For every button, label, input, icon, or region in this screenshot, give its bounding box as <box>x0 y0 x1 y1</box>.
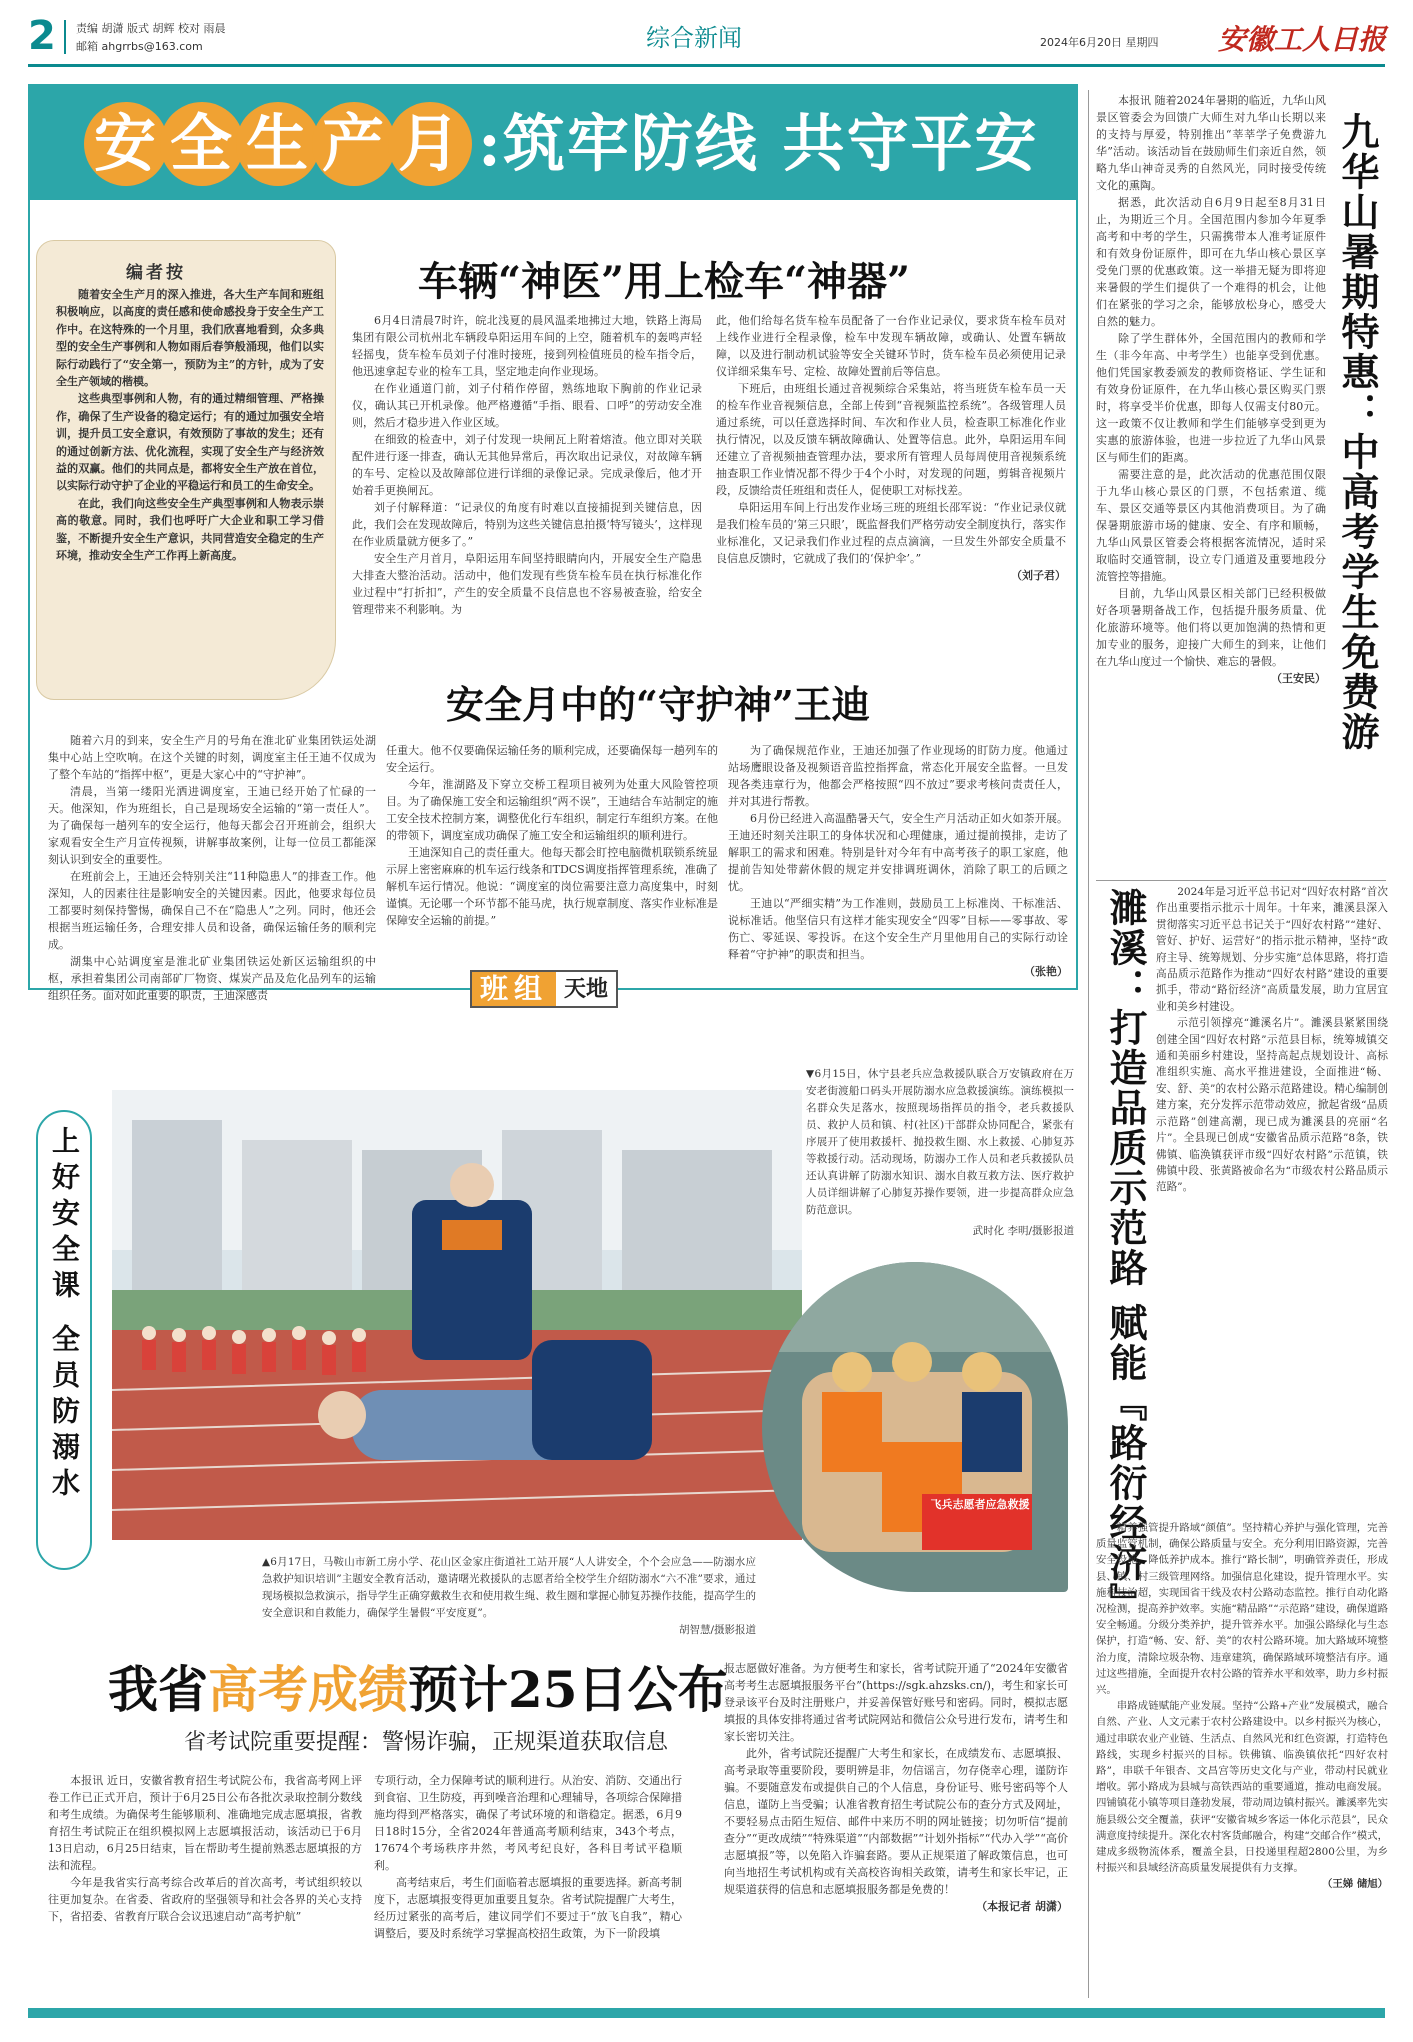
article2-c2p2: 今年，淮湖路及下穿立交桥工程项目被列为处重大风险管控项目。为了确保施工安全和运输组织“两不误”，王迪结合车站制定的施工安全技术控制方案，调整优化行车组织，制定行车组织方案。在他的带领下，调度室成功确保了施工安全和运输组织的顺利进行。 <box>386 778 718 842</box>
article2-c1p2: 清晨，当第一缕阳光洒进调度室，王迪已经开始了忙碌的一天。他深知，作为班组长，自己是现场安全运输的“第一责任人”。为了确保每一趟列车的安全运行，他每天都会召开班前会，组织大家观看安全生产月宣传视频，讲解事故案例，让每一位员工都能深刻认识到安全的重要性。 <box>48 785 376 866</box>
article1-c1p4: 刘子付解释道：“记录仪的角度有时难以直接捕捉到关键信息，因此，我们会在发现故障后，特别为这些关键信息拍摄‘特写镜头’，这样现在作业质量就方便多了。” <box>352 501 702 548</box>
article3-title <box>108 1650 728 1722</box>
article3-c1p2: 今年是我省实行高考综合改革后的首次高考，考试组织较以往更加复杂。在省委、省政府的坚强领导和社会各界的关心支持下，省招委、省教育厅联合会议迅速启动“高考护航” <box>48 1876 362 1923</box>
article1-col1 <box>352 312 702 618</box>
article2-c1p1: 随着六月的到来，安全生产月的号角在淮北矿业集团铁运处湖集中心站上空吹响。在这个关键的时刻，调度室主任王迪不仅成为了整个车站的“指挥中枢”，更是大家心中的“守护神”。 <box>48 734 376 781</box>
right-column-divider <box>1088 90 1089 1998</box>
article3-c1p1: 本报讯 近日，安徽省教育招生考试院公布，我省高考网上评卷工作已正式开启，预计于6月25日公布各批次录取控制分数线和考生成绩。为确保考生能够顺利、准确地完成志愿填报，省教育招生考试院正在组织模拟网上志愿填报活动，该活动已于6月13日启动，6月25日结束，旨在帮助考生提前熟悉志愿填报的方法和流程。 <box>48 1774 362 1872</box>
page-number: 2 <box>28 13 56 59</box>
article1-byline: （刘子君） <box>1011 569 1066 582</box>
article5-p1: 2024年是习近平总书记对“四好农村路”首次作出重要指示批示十周年。十年来，濉溪县深入贯彻落实习近平总书记关于“四好农村路”“建好、管好、护好、运营好”的指示批示精神，坚持“政府主导、统筹规划、分步实施”总体思路，将打造高品质示范路作为推动“四好农村路”建设的重要抓手，带动“路衍经济”高质量发展，助力宜居宜业和美乡村建设。 <box>1156 886 1388 1013</box>
photo-caption-1-text: ▼6月15日，休宁县老兵应急救援队联合万安镇政府在万安老街渡船口码头开展防溺水应急救援演练。演练模拟一名群众失足落水，按照现场指挥员的指令，老兵救援队员、救护人员和镇、村(社区)干部群众协同配合，紧张有序展开了使用救援杆、抛投救生圈、水上救援、心肺复苏等救援行动。活动现场，防溺办工作人员和老兵救援队员还认真讲解了防溺水知识、溺水自救互救方法、医疗救护人员详细讲解了心肺复苏操作要领，进一步提高群众应急防范意识。 <box>806 1068 1074 1216</box>
school-training-photo <box>112 1090 802 1540</box>
article1-c1p1: 6月4日清晨7时许，皖北浅夏的晨风温柔地拂过大地，铁路上海局集团有限公司杭州北车辆段阜阳运用车间的上空，随着机车的轰鸣声轻轻摇曳，货车检车员刘子付准时接班，接到列检值班员的检车指令后，他迅速拿起专业的检车工具，坚定地走向作业现场。 <box>352 314 702 378</box>
article3-title-pre: 我省 <box>108 1660 208 1719</box>
river-rescue-photo <box>762 1262 1068 1592</box>
article2-c2p3: 王迪深知自己的责任重大。他每天都会盯控电脑微机联锁系统显示屏上密密麻麻的机车运行线条和TDCS调度指挥管理系统，准确了解机车运行情况。他说：“调度室的岗位需要注意力高度集中，时刻谨慎。无论哪一个环节都不能马虎，执行规章制度、落实作业标准是保障安全运输的前提。” <box>386 846 718 927</box>
banzu-label <box>470 970 618 1008</box>
article2-c1p3: 在班前会上，王迪还会特别关注“11种隐患人”的排查工作。他深知，人的因素往往是影响安全的关键因素。因此，他要求每位员工都要时刻保持警惕，确保自己不在“隐患人”之列。同时，他还会根据当班运输任务，合理安排人员和设备，确保运输任务的顺利完成。 <box>48 870 376 951</box>
article3-title-highlight: 高考成绩 <box>208 1660 408 1719</box>
editor-note-p2: 这些典型事例和人物，有的通过精细管理、严格操作，确保了生产设备的稳定运行；有的通过加强安全培训，提升员工安全意识，有效预防了事故的发生；还有的通过创新方法、优化流程，实现了安全生产与经济效益的双赢。他们的共同点是，都将安全生产放在首位，以实际行动守护了企业的平稳运行和员工的生命安全。 <box>56 392 324 493</box>
footer-bar <box>28 2008 1385 2018</box>
editors-line: 责编 胡潇 版式 胡辉 校对 雨晨 <box>76 22 226 35</box>
river-rescue-illustration <box>762 1262 1068 1592</box>
editor-note-p3: 在此，我们向这些安全生产典型事例和人物表示崇高的敬意。同时，我们也呼吁广大企业和职工学习借鉴，不断提升安全生产意识，共同营造安全稳定的生产环境，推动安全生产工作再上新高度。 <box>56 496 324 563</box>
article4-text <box>1096 92 1326 687</box>
article2-col2 <box>386 742 718 929</box>
photo-caption-1-credit: 武时化 李明/摄影报道 <box>972 1225 1074 1237</box>
banner-title <box>84 94 1038 186</box>
email-line: 邮箱 ahgrrbs@163.com <box>76 40 203 53</box>
article3-c3p2: 此外，省考试院还提醒广大考生和家长，在成绩发布、志愿填报、高考录取等重要阶段，要明辨是非，勿信谣言，勿存侥幸心理，谨防诈骗。不要随意发布或提供自己的个人信息，身份证号、账号密码等个人信息，谨防上当受骗；认准省教育招生考试院公布的查分方式及网址，不要轻易点击陌生短信、邮件中来历不明的网址链接；切勿听信“提前查分”“更改成绩”“特殊渠道”“内部数据”“计划外指标”“代办入学”“高价志愿填报”等，以免陷入诈骗套路。要从正规渠道了解政策信息，也可向当地招生考试机构或有关高校咨询相关政策，请考生和家长牢记，正规渠道获得的信息和志愿填报服务都是免费的！ <box>724 1747 1068 1896</box>
article1-c1p3: 在细致的检查中，刘子付发现一块闸瓦上附着熔渣。他立即对关联配件进行逐一排查，确认无其他异常后，再次取出记录仪，对故障车辆的车号、定检以及故障部位进行详细的录像记录。完成录像后，他才开始着手更换闸瓦。 <box>352 433 702 497</box>
article4-p1: 本报讯 随着2024年暑期的临近，九华山风景区管委会为回馈广大师生对九华山长期以来的支持与厚爱，特别推出“莘莘学子免费游九华”活动。该活动旨在鼓励师生们亲近自然，领略九华山神奇灵秀的自然风光，同时接受传统文化的熏陶。 <box>1096 94 1326 192</box>
article5-text-top <box>1156 884 1388 1196</box>
editor-note-p1: 随着安全生产月的深入推进，各大生产车间和班组积极响应，以高度的责任感和使命感投身于安全生产工作中。在这特殊的一个月里，我们欣喜地看到，众多典型的安全生产事例和人物如雨后春笋般涌现，他们以实际行动践行了“安全第一，预防为主”的方针，成为了安全生产领域的楷模。 <box>56 288 324 389</box>
article2-c3p1: 为了确保规范作业，王迪还加强了作业现场的盯防力度。他通过站场鹰眼设备及视频语音监控指挥盒，常态化开展安全监督。一旦发现各类违章行为，他都会严格按照“四不放过”要求考核问责责任人，并对其进行帮教。 <box>728 744 1068 808</box>
article2-col3 <box>728 742 1068 980</box>
article5-byline: （王娣 储旭） <box>1322 1878 1388 1891</box>
section-title: 综合新闻 <box>646 24 742 52</box>
banzu-label-main: 班组 <box>472 972 556 1006</box>
article4-byline: （王安民） <box>1271 672 1326 685</box>
article5-text-bottom <box>1096 1520 1388 1893</box>
banzu-label-sub: 天地 <box>564 976 609 1002</box>
article5-p4: 串路成链赋能产业发展。坚持“公路+产业”发展模式，融合自然、产业、人文元素于农村公路建设中。以乡村振兴为核心，通过串联农业产业链、生活点、自然风光和红色资源，打造特色路线，实现乡村振兴的目标。铁佛镇、临涣镇依托“四好农村路”，串联千年银杏、文昌宫等历史文化与产业，带动村民就业增收。郭小路成为县城与高铁西站的重要通道，推动电商发展。四铺镇花小镇等项目蓬勃发展，带动周边镇村振兴。濉溪率先实施县级公交全覆盖，获评“安徽省城乡客运一体化示范县”，民众满意度持续提升。深化农村客货邮融合，构建“交邮合作”模式，建成多级物流体系，覆盖全县，日投递里程超2800公里，为乡村振兴和县域经济高质量发展提供有力支撑。 <box>1096 1700 1388 1875</box>
school-training-illustration <box>112 1090 802 1540</box>
article1-c2p2: 下班后，由班组长通过音视频综合采集站，将当班货车检车员一天的检车作业音视频信息，全部上传到“音视频监控系统”。各级管理人员通过系统，可以任意选择时间、车次和作业人员，检查职工标准化作业执行情况，以及反馈车辆故障确认、处置等信息。此外，阜阳运用车间还建立了音视频抽查管理办法，要求所有管理人员每周使用音视频系统抽查职工作业情况都不得少于4个小时，对发现的问题，剪辑音视频片段，反馈给责任班组和责任人，促使职工对标找差。 <box>716 382 1066 497</box>
article4-p4: 需要注意的是，此次活动的优惠范围仅限于九华山核心景区的门票，不包括索道、缆车、景区交通等景区内其他消费项目。为了确保暑期旅游市场的健康、安全、有序和顺畅，九华山风景区管委会将根据客流情况，适时采取临时交通管制，设立专门通道及重要地段分流管控等措施。 <box>1096 468 1326 583</box>
photo-caption-2-credit: 胡智慧/摄影报道 <box>678 1624 756 1636</box>
banner-rest: :筑牢防线 共守平安 <box>478 107 1039 180</box>
editor-note-text <box>56 286 324 565</box>
article1-c1p5: 安全生产月首月，阜阳运用车间坚持眼睛向内，开展安全生产隐患大排查大整治活动。活动中，他们发现有些货车检车员在执行标准化作业过程中“打折扣”，产生的安全质量不良信息也不容易被查验，给安全管理带来不利影响。为 <box>352 552 702 616</box>
safety-month-banner <box>28 84 1078 200</box>
rescue-team-badge: 飞兵志愿者应急救援 <box>930 1498 1030 1511</box>
article3-c2p2: 高考结束后，考生们面临着志愿填报的重要选择。新高考制度下，志愿填报变得更加重要且复杂。省考试院提醒广大考生，经历过紧张的高考后，建议同学们不要过于“放飞自我”，精心调整后，要及时系统学习掌握高校招生政策，为下一阶段填 <box>374 1876 682 1940</box>
banner-char-1: 安 <box>84 102 168 186</box>
editor-note-title: 编者按 <box>126 263 186 283</box>
article2-c3p3: 王迪以“严细实精”为工作准则，鼓励员工上标准岗、干标准活、说标准话。他坚信只有这样才能实现安全“四零”目标——零事故、零伤亡、零延误、零投诉。在这个安全生产月里他用自己的实际行动诠释着“守护神”的职责和担当。 <box>728 897 1068 961</box>
banner-char-2: 全 <box>160 102 244 186</box>
article3-byline: （本报记者 胡潇） <box>976 1900 1068 1913</box>
article3-col1 <box>48 1772 362 1925</box>
article1-col2 <box>716 312 1066 584</box>
photo-section-vtitle: 上好安全课 全员防溺水 <box>48 1126 81 1504</box>
header-divider-icon <box>64 20 66 54</box>
article4-p5: 目前，九华山风景区相关部门已经积极做好各项暑期备战工作，包括提升服务质量、优化旅游环境等。他们将以更加饱满的热情和更加专业的服务，迎接广大师生的到来，让他们在九华山度过一个愉快、难忘的暑假。 <box>1096 587 1326 668</box>
article1-c1p2: 在作业通道门前，刘子付稍作停留，熟练地取下胸前的作业记录仪，确认其已开机录像。他严格遵循“手指、眼看、口呼”的劳动安全准则，然后才稳步进入作业区域。 <box>352 382 702 429</box>
article2-title: 安全月中的“守护神”王迪 <box>446 682 870 727</box>
article3-title-post: 预计25日公布 <box>408 1660 728 1719</box>
article4-p3: 除了学生群体外，全国范围内的教师和学生（非今年高、中考学生）也能享受到优惠。他们凭国家教委颁发的教师资格证、学生证和有效身份证原件，在九华山核心景区购买门票时，将享受半价优惠，即每人仅需支付80元。这一政策不仅让教师和学生们能够享受到更为实惠的旅游体验，也进一步拉近了九华山风景区与师生们的距离。 <box>1096 332 1326 464</box>
issue-date: 2024年6月20日 星期四 <box>1040 36 1159 49</box>
article2-c2p1: 任重大。他不仅要确保运输任务的顺利完成，还要确保每一趟列车的安全运行。 <box>386 744 718 774</box>
right-section-divider <box>1096 880 1386 881</box>
header-rule <box>28 64 1385 67</box>
photo-caption-2-text: ▲6月17日，马鞍山市新工房小学、花山区金家庄街道社工站开展“人人讲安全，个个会应急——防溺水应急救护知识培训”主题安全教育活动，邀请曙光救援队的志愿者给全校学生介绍防溺水“六不准”要求，通过现场模拟急救演示，指导学生正确穿戴救生衣和使用救生绳、救生圈和掌握心肺复苏操作技能，提高学生的安全意识和自救能力，确保学生暑假“平安度夏”。 <box>262 1556 756 1619</box>
article1-c2p3: 阜阳运用车间上行出发作业场三班的班组长邵军说：“作业记录仪就是我们检车员的‘第三只眼’，既监督我们严格劳动安全制度执行，落实作业标准化，又记录我们作业过程的点点滴滴，一旦发生外部安全质量不良信息反馈时，它就成了我们的‘保护伞’。” <box>716 501 1066 565</box>
article3-col2 <box>374 1772 682 1942</box>
article2-c1p4: 湖集中心站调度室是淮北矿业集团铁运处新区运输组织的中枢，承担着集团公司南部矿厂物资、煤炭产品及危化品列车的运输组织任务。面对如此重要的职责，王迪深感责 <box>48 955 376 1002</box>
article3-c3p1: 报志愿做好准备。为方便考生和家长，省考试院开通了“2024年安徽省高考考生志愿填报服务平台”(https://sgk.ahzsks.cn/)，考生和家长可登录该平台及时注册账户，并妥善保管好账号和密码。同时，模拟志愿填报的具体安排将通过省考试院网站和微信公众号进行发布，请考生和家长密切关注。 <box>724 1662 1068 1743</box>
article3-col3 <box>724 1660 1068 1915</box>
article5-p2: 示范引领撑亮“濉溪名片”。濉溪县紧紧围绕创建全国“四好农村路”示范县目标，统筹城镇交通和美丽乡村建设，坚持高起点规划设计、高标准组织实施、高水平推进建设，全面推进“畅、安、舒、美”的农村公路示范路建设。精心编制创建方案，充分发挥示范带动效应，掀起省级“品质示范路”创建高潮，现已成为濉溪县的亮丽“名片”。全县现已创成“安徽省品质示范路”8条，铁佛镇、临涣镇获评市级“四好农村路”示范镇，铁佛镇中段、张黄路被命名为“市级农村公路品质示范路”。 <box>1156 1017 1388 1194</box>
article4-vtitle: 九华山暑期特惠：中高考学生免费游 <box>1335 112 1380 752</box>
banner-char-3: 生 <box>236 102 320 186</box>
banner-char-5: 月 <box>388 102 472 186</box>
article1-c2p1: 此，他们给每名货车检车员配备了一台作业记录仪，要求货车检车员对上线作业进行全程录像，检车中发现车辆故障，或确认、处置车辆故障，以及进行制动机试验等安全关键环节时，货车检车员必须使用记录仪详细采集车号、定检、故障处置前后等信息。 <box>716 314 1066 378</box>
article5-p3: 精养强管提升路域“颜值”。坚持精心养护与强化管理，完善质量监管机制，确保公路质量与安全。充分利用旧路资源，完善安全设施，降低养护成本。推行“路长制”，明确管养责任，形成县、镇、村三级管理网络。加强信息化建设，提升管理水平。实施科技治超，实现国省干线及农村公路动态监控。推行自动化路况检测，提高养护效率。实施“精品路”“示范路”建设，确保道路安全畅通。分级分类养护，提升管养水平。加强公路绿化与生态保护，打造“畅、安、舒、美”的农村公路环境。加大路域环境整治力度，清除垃圾杂物、违章建筑，确保路域环境整洁有序。通过这些措施，全面提升农村公路的管养水平和效率，助力乡村振兴。 <box>1096 1522 1388 1697</box>
article4-p2: 据悉，此次活动自6月9日起至8月31日止，为期近三个月。全国范围内参加今年夏季高考和中考的学生，只需携带本人准考证原件和有效身份证原件，即可在九华山核心景区享受免门票的优惠政策。这一举措无疑为即将迎来暑假的学生们提供了一个难得的机会，让他们在紧张的学习之余，能够放松身心，感受大自然的魅力。 <box>1096 196 1326 328</box>
article2-c3p2: 6月份已经进入高温酷暑天气，安全生产月活动正如火如荼开展。王迪还时刻关注职工的身体状况和心理健康，通过提前摸排，走访了解职工的需求和困难。特别是针对今年有中高考孩子的职工家庭，他提前告知处带薪休假的规定并安排调班调休，消除了职工的后顾之忧。 <box>728 812 1068 893</box>
masthead-logo: 安徽工人日报 <box>1218 23 1387 56</box>
article2-col1 <box>48 732 376 1004</box>
photo-caption-2 <box>262 1554 756 1639</box>
article5-vtitle: 濉溪：打造品质示范路 赋能『路衍经济』 <box>1103 888 1148 1624</box>
article3-subtitle: 省考试院重要提醒：警惕诈骗，正规渠道获取信息 <box>184 1730 669 1755</box>
article2-byline: （张艳） <box>1024 965 1068 978</box>
banner-char-4: 产 <box>312 102 396 186</box>
article1-title: 车辆“神医”用上检车“神器” <box>418 258 911 305</box>
article3-c2p1: 专项行动，全力保障考试的顺利进行。从治安、消防、交通出行到食宿、卫生防疫，再到噪音治理和心理辅导，各项综合保障措施均得到严格落实，确保了考试环境的和谐稳定。据悉，6月9日18时15分，全省2024年普通高考顺利结束，343个考点，17674个考场秩序井然，考风考纪良好，各科目考试平稳顺利。 <box>374 1774 682 1872</box>
photo-caption-1 <box>806 1066 1074 1240</box>
